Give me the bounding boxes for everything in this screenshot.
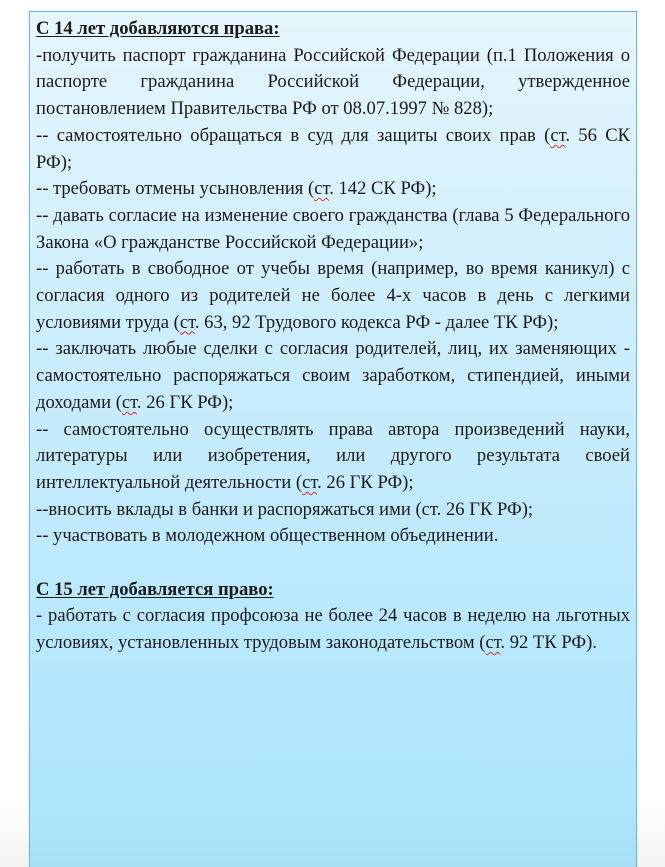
document-text-box: [29, 11, 637, 867]
spellcheck-word[interactable]: ст: [302, 471, 318, 493]
list-item: [36, 123, 630, 176]
section-heading-15: С 15 лет добавляется право:: [36, 578, 274, 600]
item-text: . 56 СК РФ);: [36, 124, 630, 173]
list-item: [36, 417, 630, 497]
item-text: -- заключать любые сделки с согласия родителей, лиц, их заменяющих - самостоятельно распоряжаться своим заработком, стипендией, иными доходами (: [36, 338, 630, 413]
list-item: [36, 43, 630, 123]
item-text: -- работать в свободное от учебы время (например, во время каникул) с согласия одного из родителей не более 4-х часов в день с легкими условиями труда (: [36, 258, 630, 333]
item-text: . 63, 92 Трудового кодекса РФ - далее ТК РФ);: [194, 311, 559, 333]
item-text: . 142 СК РФ);: [329, 178, 437, 200]
list-item: [36, 497, 630, 524]
item-text: -- самостоятельно осуществлять права автора произведений науки, литературы или изобретения, или другого результата своей интеллектуальной деятельности (: [36, 418, 630, 493]
item-text: . 92 ТК РФ).: [500, 632, 597, 654]
spellcheck-word[interactable]: ст: [550, 124, 566, 146]
list-item: [36, 176, 630, 203]
item-text: -- требовать отмены усыновления (: [36, 178, 315, 200]
item-text: -- участвовать в молодежном общественном объединении.: [36, 525, 499, 547]
list-item: [36, 523, 630, 550]
item-text: -получить паспорт гражданина Российской Федерации (п.1 Положения о паспорте гражданина Российской Федерации, утвержденное постановлением Правительства РФ от 08.07.1997 № 828);: [36, 44, 630, 120]
list-item: [36, 203, 630, 256]
item-text: - работать с согласия профсоюза не более 24 часов в неделю на льготных условиях, установленных трудовым законодательством (: [36, 605, 630, 654]
blank-line: [36, 550, 630, 577]
spellcheck-word[interactable]: ст: [179, 311, 195, 333]
list-item: [36, 256, 630, 336]
item-text: -- самостоятельно обращаться в суд для защиты своих прав (: [36, 124, 551, 146]
spellcheck-word[interactable]: ст: [121, 391, 137, 413]
item-text: . 26 ГК РФ);: [317, 471, 414, 493]
list-item: [36, 336, 630, 416]
list-item: [36, 603, 630, 656]
spellcheck-word[interactable]: ст: [485, 632, 501, 654]
item-text: --вносить вклады в банки и распоряжаться ими (ст. 26 ГК РФ);: [36, 498, 534, 520]
item-text: -- давать согласие на изменение своего гражданства (глава 5 Федерального Закона «О гражданстве Российской Федерации»;: [36, 204, 630, 253]
section-heading-14: С 14 лет добавляются права:: [36, 18, 280, 39]
spellcheck-word[interactable]: ст: [314, 178, 330, 200]
item-text: . 26 ГК РФ);: [136, 391, 234, 413]
